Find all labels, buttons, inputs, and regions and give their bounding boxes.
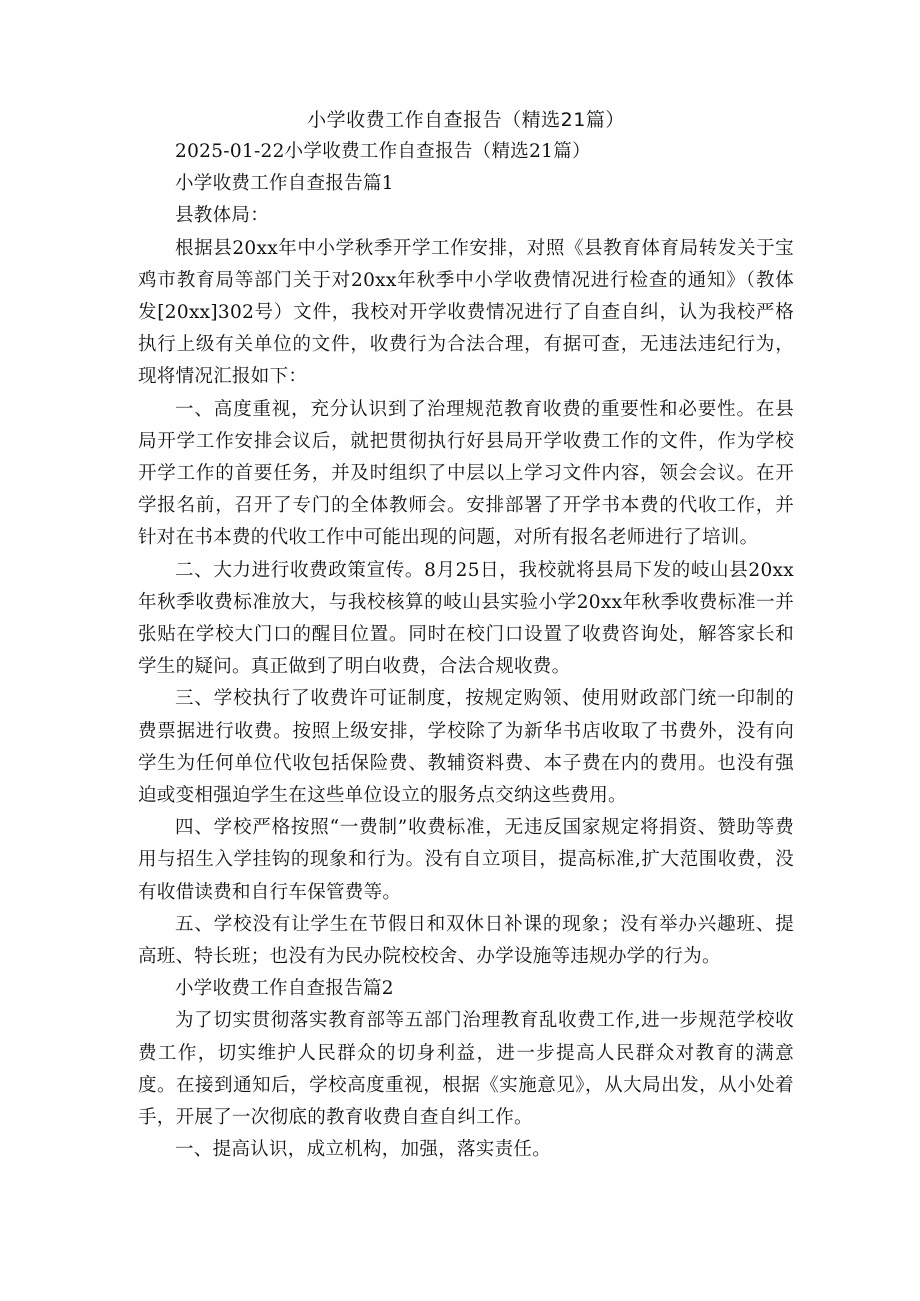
paragraph: 根据县20xx年中小学秋季开学工作安排，对照《县教育体育局转发关于宝鸡市教育局等部门关于对20xx年秋季中小学收费情况进行检查的通知》（教体发[20xx]302号）文件，我校对开学收费情况进行了自查自纠，认为我校严格执行上级有关单位的文件，收费行为合法合理，有据可查，无违法违纪行为，现将情况汇报如下：: [138, 237, 794, 388]
paragraph: 二、大力进行收费政策宣传。8月25日，我校就将县局下发的岐山县20xx年秋季收费标准放大，与我校核算的岐山县实验小学20xx年秋季收费标准一并张贴在学校大门口的醒目位置。同时在校门口设置了收费咨询处，解答家长和学生的疑问。真正做到了明白收费，合法合规收费。: [138, 559, 794, 678]
salutation: 县教体局：: [175, 205, 270, 227]
section-heading-1: 小学收费工作自查报告篇1: [175, 173, 394, 195]
paragraph: 五、学校没有让学生在节假日和双休日补课的现象；没有举办兴趣班、提高班、特长班；也没有为民办院校校舍、办学设施等违规办学的行为。: [138, 913, 794, 968]
paragraph: 一、提高认识，成立机构，加强，落实责任。: [175, 1139, 552, 1161]
document-title: 小学收费工作自查报告（精选21篇）: [307, 109, 625, 131]
section-heading-2: 小学收费工作自查报告篇2: [175, 978, 394, 1000]
paragraph: 四、学校严格按照“一费制”收费标准，无违反国家规定将捐资、赞助等费用与招生入学挂钩的现象和行为。没有自立项目，提高标准,扩大范围收费，没有收借读费和自行车保管费等。: [138, 817, 794, 903]
paragraph: 为了切实贯彻落实教育部等五部门治理教育乱收费工作,进一步规范学校收费工作，切实维护人民群众的切身利益，进一步提高人民群众对教育的满意度。在接到通知后，学校高度重视，根据《实施意见》，从大局出发，从小处着手，开展了一次彻底的教育收费自查自纠工作。: [138, 1010, 794, 1129]
date-line: 2025-01-22小学收费工作自查报告（精选21篇）: [175, 141, 591, 162]
paragraph: 三、学校执行了收费许可证制度，按规定购领、使用财政部门统一印制的费票据进行收费。按照上级安排，学校除了为新华书店收取了书费外，没有向学生为任何单位代收包括保险费、教辅资料费、本子费在内的费用。也没有强迫或变相强迫学生在这些单位设立的服务点交纳这些费用。: [138, 688, 794, 807]
paragraph: 一、高度重视，充分认识到了治理规范教育收费的重要性和必要性。在县局开学工作安排会议后，就把贯彻执行好县局开学收费工作的文件，作为学校开学工作的首要任务，并及时组织了中层以上学习文件内容，领会会议。在开学报名前，召开了专门的全体教师会。安排部署了开学书本费的代收工作，并针对在书本费的代收工作中可能出现的问题，对所有报名老师进行了培训。: [138, 398, 794, 549]
document-body: [138, 104, 794, 1167]
